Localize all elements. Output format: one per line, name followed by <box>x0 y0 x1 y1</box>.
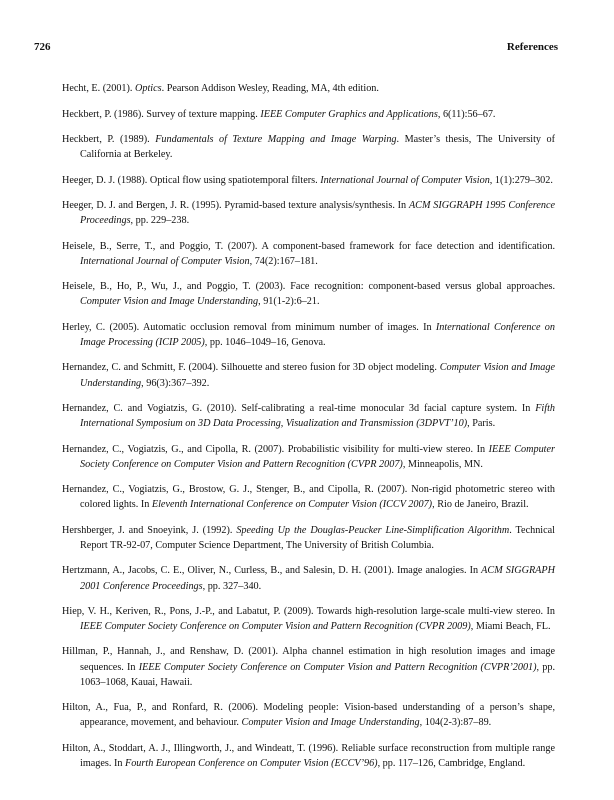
reference-entry <box>62 401 555 431</box>
reference-text: Hilton, A., Stoddart, A. J., Illingworth, J., and Windeatt, T. (1996). Reliable surface reconstruction from multiple range images. In <box>62 742 555 770</box>
reference-entry <box>62 320 555 350</box>
reference-text: Hershberger, J. and Snoeyink, J. (1992). <box>62 524 237 536</box>
reference-entry <box>62 741 555 771</box>
reference-entry <box>62 239 555 269</box>
reference-venue-italic: IEEE Computer Society Conference on Computer Vision and Pattern Recognition (CVPR 2007) <box>80 443 555 470</box>
reference-text: Hertzmann, A., Jacobs, C. E., Oliver, N., Curless, B., and Salesin, D. H. (2001). Image analogies. In <box>62 565 482 577</box>
reference-text: , 6(11):56–67. <box>437 108 496 120</box>
reference-list <box>62 71 555 779</box>
reference-venue-italic: Eleventh International Conference on Computer Vision (ICCV 2007) <box>151 499 433 511</box>
reference-venue-italic: Computer Vision and Image Understanding <box>241 717 420 729</box>
reference-entry <box>62 198 555 228</box>
reference-text: Heeger, D. J. (1988). Optical flow using spatiotemporal filters. <box>62 174 321 186</box>
reference-text: Herley, C. (2005). Automatic occlusion removal from minimum number of images. In <box>62 321 436 333</box>
reference-text: Heisele, B., Ho, P., Wu, J., and Poggio, T. (2003). Face recognition: component-based versus global approaches. <box>62 281 555 293</box>
reference-entry <box>62 563 555 593</box>
reference-entry <box>62 132 555 162</box>
reference-text: Hiep, V. H., Keriven, R., Pons, J.-P., and Labatut, P. (2009). Towards high-resolution large-scale multi-view stereo. In <box>62 605 555 617</box>
reference-text: Hecht, E. (2001). <box>62 83 135 95</box>
reference-text: , Miami Beach, FL. <box>470 621 551 633</box>
reference-entry <box>62 279 555 309</box>
reference-venue-italic: Fundamentals of Texture Mapping and Image Warping <box>155 133 397 145</box>
reference-text: , Minneapolis, MN. <box>402 458 483 470</box>
reference-entry <box>62 107 555 122</box>
reference-text: , pp. 327–340. <box>202 580 262 592</box>
reference-venue-italic: IEEE Computer Graphics and Applications <box>260 108 438 120</box>
reference-venue-italic: International Conference on Image Processing (ICIP 2005) <box>80 321 555 348</box>
reference-text: Heckbert, P. (1986). Survey of texture mapping. <box>62 108 261 120</box>
reference-venue-italic: IEEE Computer Society Conference on Computer Vision and Pattern Recognition (CVPR’2001) <box>138 661 537 673</box>
reference-text: Hilton, A., Fua, P., and Ronfard, R. (2006). Modeling people: Vision-based understanding of a person’s shape, appearance, movement, and behaviour. <box>62 702 555 729</box>
reference-text: . Master’s thesis, The University of California at Berkeley. <box>80 133 555 161</box>
reference-text: , pp. 229–238. <box>130 215 190 227</box>
reference-text: , 91(1-2):6–21. <box>258 296 320 308</box>
reference-text: , 96(3):367–392. <box>141 377 210 389</box>
reference-entry <box>62 604 555 634</box>
reference-text: . Technical Report TR-92-07, Computer Science Department, The University of British Columbia. <box>80 524 555 551</box>
reference-entry <box>62 81 555 96</box>
reference-text: , Rio de Janeiro, Brazil. <box>432 499 529 511</box>
reference-venue-italic: Computer Vision and Image Understanding <box>80 296 259 308</box>
reference-entry <box>62 360 555 390</box>
page-number: 726 <box>34 41 51 53</box>
reference-venue-italic: International Journal of Computer Vision <box>320 174 490 186</box>
reference-entry <box>62 523 555 553</box>
reference-text: Hernandez, C., Vogiatzis, G., Brostow, G. J., Stenger, B., and Cipolla, R. (2007). Non-rigid photometric stereo with colored lights. In <box>62 484 555 511</box>
reference-text: Hernandez, C., Vogiatzis, G., and Cipolla, R. (2007). Probabilistic visibility for multi-view stereo. In <box>62 443 489 455</box>
reference-text: Hernandez, C. and Schmitt, F. (2004). Silhouette and stereo fusion for 3D object modeling. <box>62 362 440 374</box>
reference-entry <box>62 700 555 730</box>
reference-text: . Pearson Addison Wesley, Reading, MA, 4th edition. <box>161 83 379 95</box>
reference-venue-italic: Optics <box>135 83 162 95</box>
reference-text: , 1(1):279–302. <box>489 174 553 186</box>
reference-text: Hernandez, C. and Vogiatzis, G. (2010). Self-calibrating a real-time monocular 3d facial capture system. In <box>62 402 536 414</box>
reference-venue-italic: Computer Vision and Image Understanding <box>80 362 555 389</box>
reference-text: , pp. 1046–1049–16, Genova. <box>204 336 326 348</box>
reference-text: Heisele, B., Serre, T., and Poggio, T. (2007). A component-based framework for face detection and identification. <box>62 240 555 252</box>
reference-text: , pp. 1063–1068, Kauai, Hawaii. <box>80 661 556 688</box>
reference-entry <box>62 644 555 690</box>
reference-text: Hillman, P., Hannah, J., and Renshaw, D. (2001). Alpha channel estimation in high resolution images and image sequences. In <box>62 646 555 673</box>
reference-text: , 74(2):167–181. <box>249 255 318 267</box>
reference-venue-italic: Speeding Up the Douglas-Peucker Line-Simplification Algorithm <box>236 524 510 536</box>
reference-venue-italic: ACM SIGGRAPH 1995 Conference Proceedings <box>80 199 555 227</box>
reference-text: Heeger, D. J. and Bergen, J. R. (1995). Pyramid-based texture analysis/synthesis. In <box>62 199 409 211</box>
reference-text: , Paris. <box>467 418 496 430</box>
reference-text: Heckbert, P. (1989). <box>62 133 156 145</box>
reference-entry <box>62 442 555 472</box>
reference-venue-italic: Fifth International Symposium on 3D Data Processing, Visualization and Transmission (3DPVT’10) <box>80 402 555 430</box>
reference-venue-italic: IEEE Computer Society Conference on Computer Vision and Pattern Recognition (CVPR 2009) <box>80 621 471 633</box>
reference-text: , pp. 117–126, Cambridge, England. <box>377 758 526 770</box>
reference-venue-italic: International Journal of Computer Vision <box>80 255 250 267</box>
reference-venue-italic: ACM SIGGRAPH 2001 Conference Proceedings <box>80 565 555 592</box>
running-title: References <box>506 41 558 53</box>
reference-text: , 104(2-3):87–89. <box>419 717 492 729</box>
reference-entry <box>62 173 555 188</box>
reference-entry <box>62 482 555 512</box>
reference-venue-italic: Fourth European Conference on Computer Vision (ECCV’96) <box>124 758 378 770</box>
